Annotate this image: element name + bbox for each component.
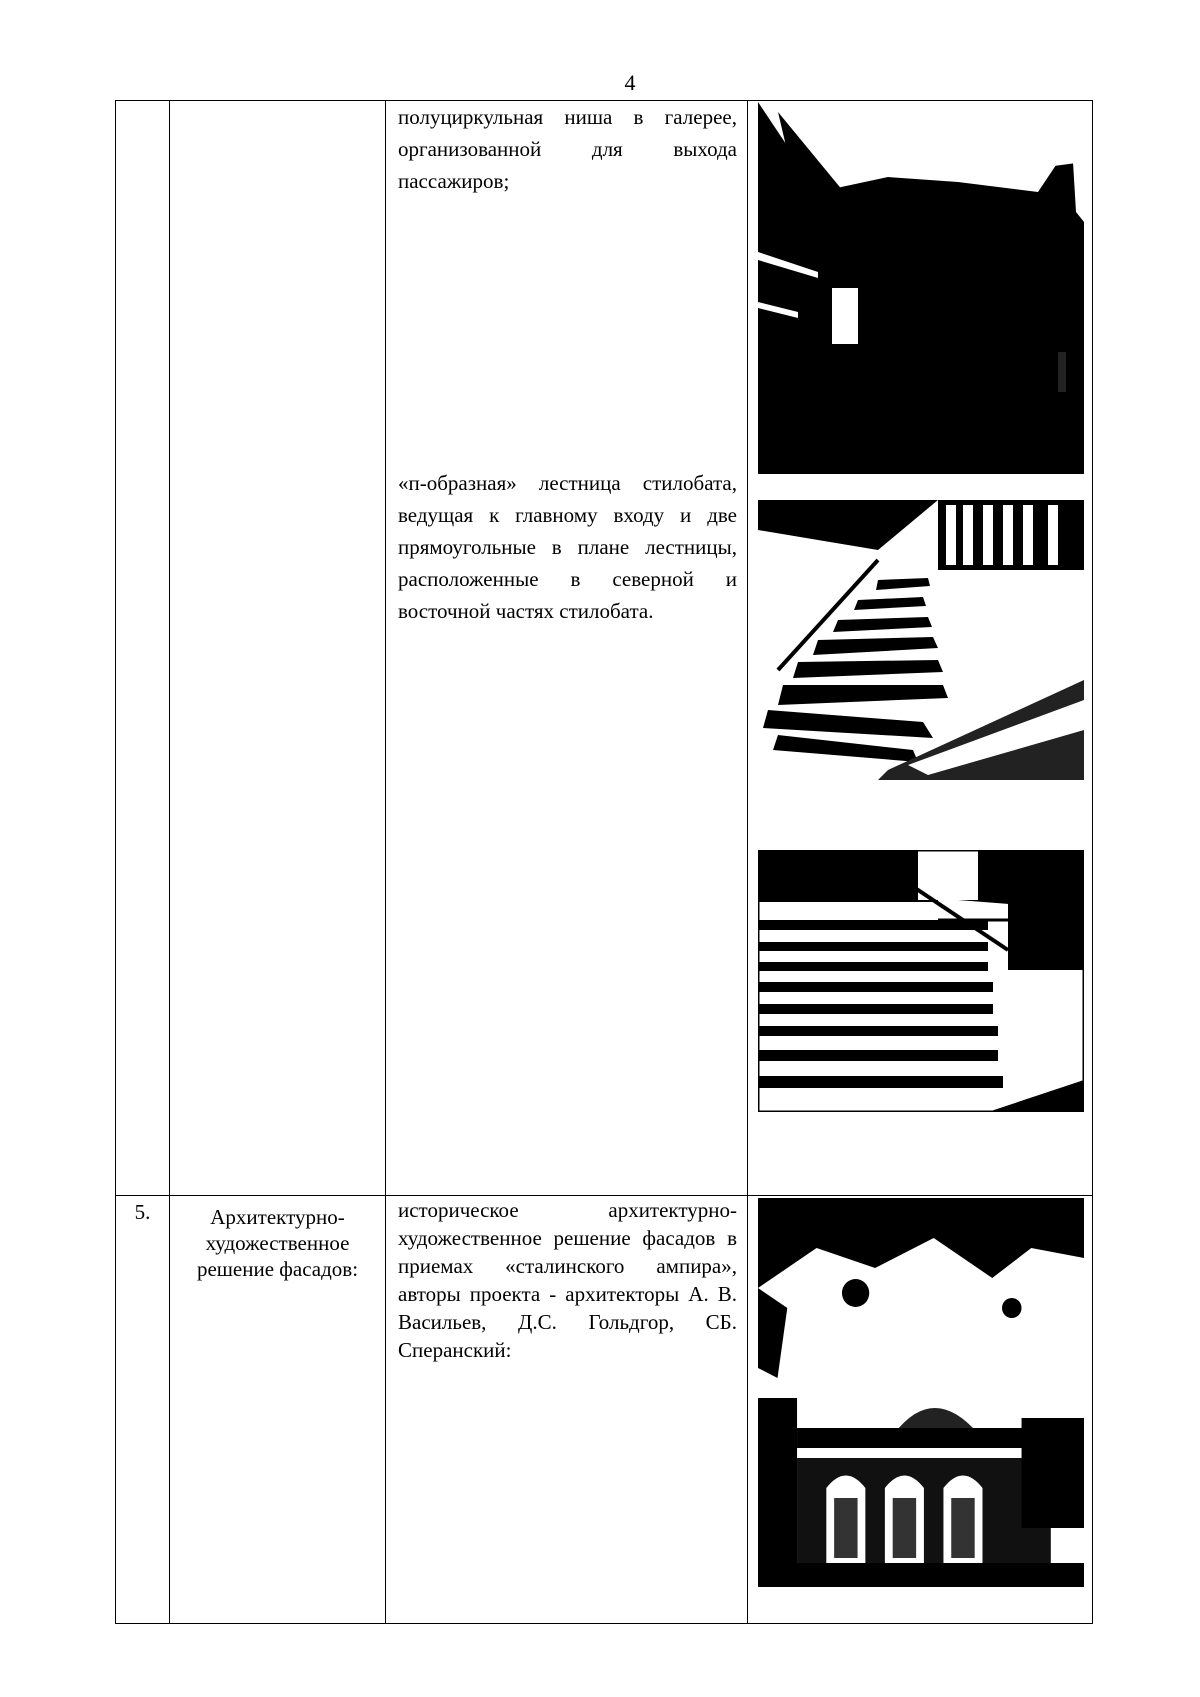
side-staircase-photo xyxy=(758,850,1084,1112)
page-number: 4 xyxy=(624,70,636,95)
station-facade-photo xyxy=(758,1198,1084,1587)
row-number-cell xyxy=(116,101,170,1196)
row-name-cell xyxy=(170,101,386,1196)
table-row xyxy=(116,1196,1093,1624)
monument-subject-table xyxy=(115,100,1093,1624)
niche-gallery-photo xyxy=(758,102,1084,474)
table-row xyxy=(116,101,1093,1196)
row-description-cell xyxy=(386,101,748,1196)
row-description-cell xyxy=(386,1196,748,1624)
description-facades: историческое архитектурно-художественное решение фасадов в приемах «сталинского ампира», авторы проекта - архитекторы А. В. Васильев, Д.С. Гольдгор, СБ. Сперанский: xyxy=(398,1198,737,1362)
row-photo-cell xyxy=(748,1196,1093,1624)
row-name-cell: Архитектурно-художественное решение фасадов: xyxy=(170,1196,386,1624)
row-photo-cell xyxy=(748,101,1093,1196)
main-staircase-photo xyxy=(758,500,1084,780)
description-staircases: «п-образная» лестница стилобата, ведущая к главному входу и две прямоугольные в плане лестницы, расположенные в северной и восточной частях стилобата. xyxy=(398,471,737,623)
row-number-cell: 5. xyxy=(116,1196,170,1624)
description-niche: полуциркульная ниша в галерее, организованной для выхода пассажиров; xyxy=(398,105,737,193)
